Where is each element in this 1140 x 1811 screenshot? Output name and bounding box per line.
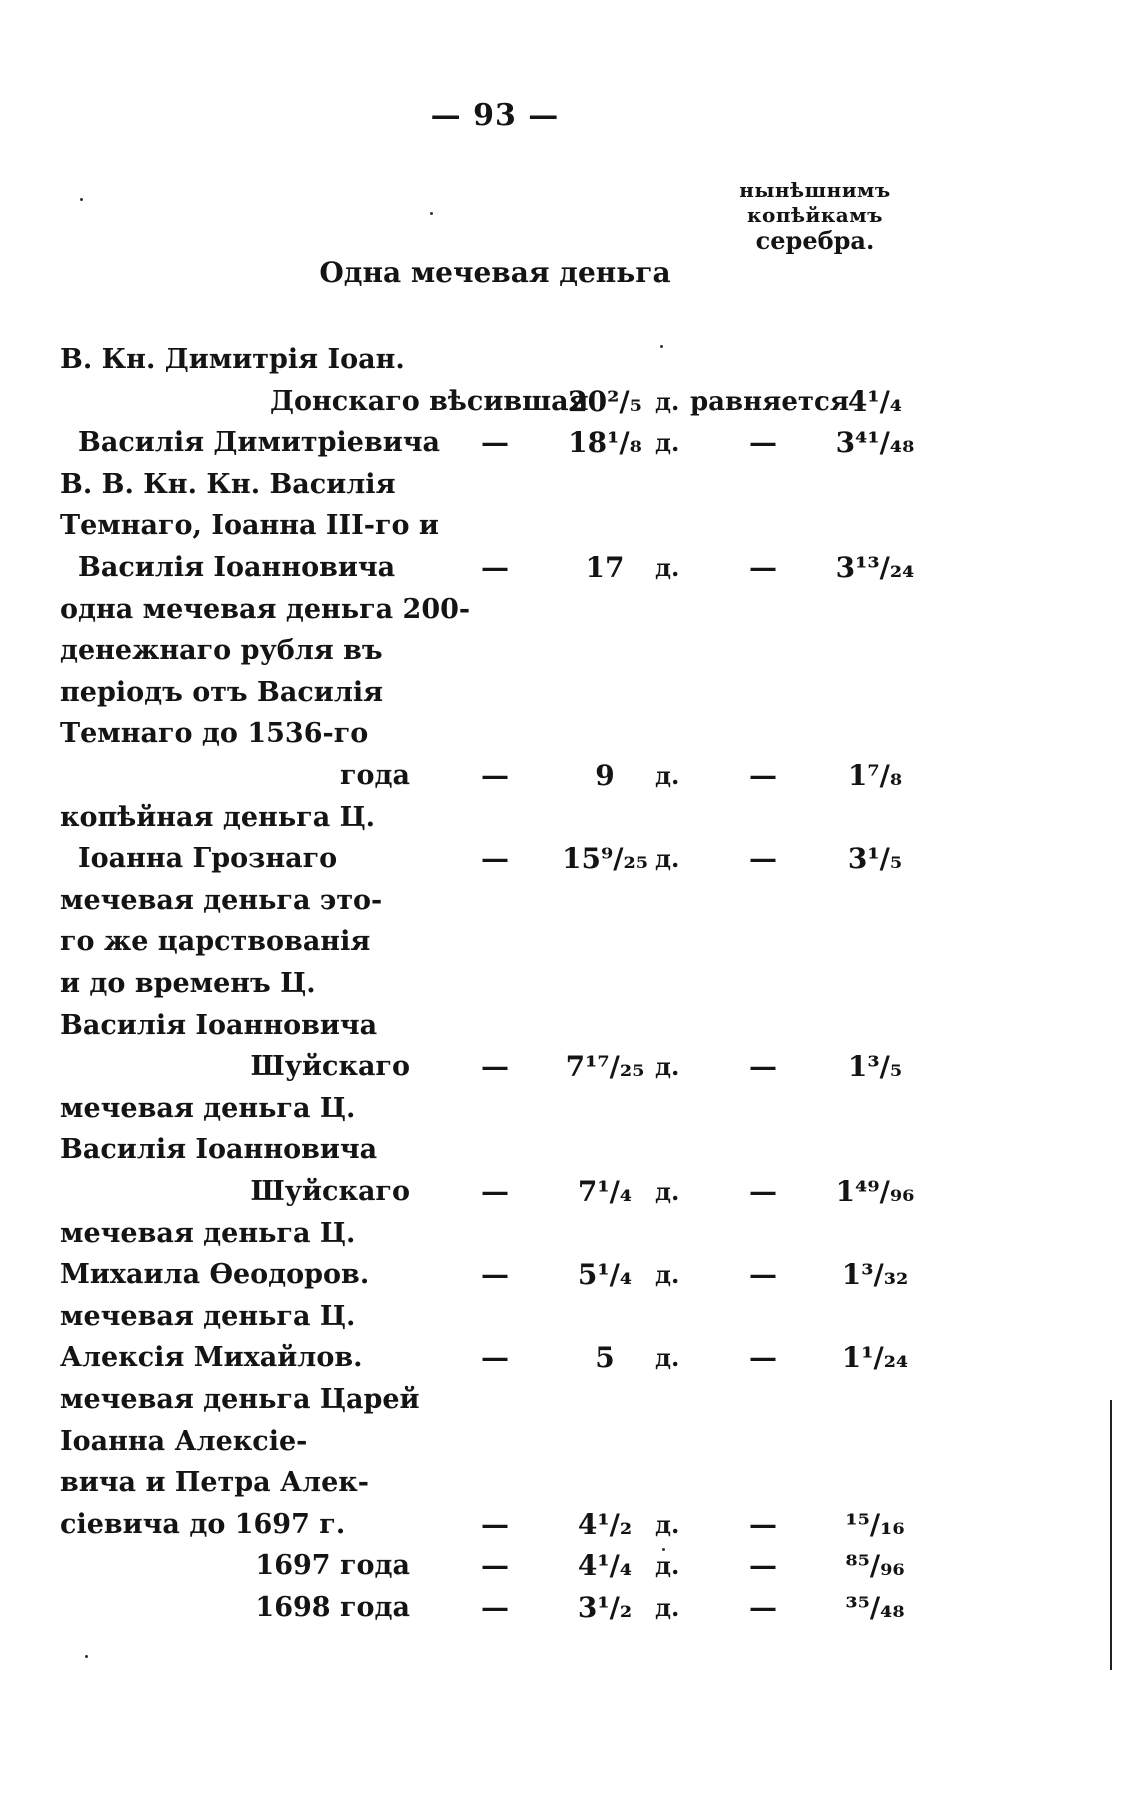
kopeks-value: ⁸⁵/₉₆ bbox=[845, 1549, 905, 1583]
weight-unit: д. bbox=[655, 844, 680, 874]
row-label: 1697 года bbox=[255, 1550, 410, 1582]
table-row bbox=[0, 1214, 1140, 1254]
page-number: — 93 — bbox=[430, 98, 560, 133]
table-row bbox=[0, 1463, 1140, 1503]
row-label: В. В. Кн. Кн. Василія bbox=[60, 468, 396, 500]
kopeks-value: ¹⁵/₁₆ bbox=[845, 1507, 905, 1541]
table-row bbox=[0, 423, 1140, 463]
weight-value: 18¹/₈ bbox=[568, 426, 642, 460]
row-label: го же царствованія bbox=[60, 926, 371, 958]
dash: — bbox=[749, 1591, 777, 1624]
print-speck bbox=[430, 212, 433, 215]
row-label: Михаила Ѳеодоров. bbox=[60, 1259, 370, 1291]
table-row bbox=[0, 714, 1140, 754]
weight-value: 20²/₅ bbox=[568, 384, 642, 418]
table-row bbox=[0, 1006, 1140, 1046]
row-label: года bbox=[339, 760, 410, 791]
weight-unit: д. bbox=[655, 1509, 680, 1539]
dash: — bbox=[481, 1050, 509, 1084]
row-label: мечевая деньга это- bbox=[60, 884, 383, 916]
row-label: и до временъ Ц. bbox=[60, 968, 316, 999]
row-label: одна мечевая деньга 200- bbox=[60, 593, 471, 625]
weight-value: 4¹/₄ bbox=[577, 1549, 633, 1583]
table-row bbox=[0, 382, 1140, 422]
dash: — bbox=[749, 1549, 777, 1583]
weight-value: 5 bbox=[595, 1341, 615, 1375]
kopeks-value: ³⁵/₄₈ bbox=[845, 1591, 905, 1624]
dash: — bbox=[749, 1050, 777, 1084]
dash: — bbox=[749, 1507, 777, 1541]
table-title: Одна мечевая деньга bbox=[319, 256, 671, 289]
row-label: Василія Іоанновича bbox=[60, 1009, 378, 1041]
print-speck bbox=[660, 345, 663, 348]
kopeks-value: 3⁴¹/₄₈ bbox=[835, 426, 915, 460]
table-row bbox=[0, 1047, 1140, 1087]
kopeks-value: 1³/₅ bbox=[847, 1050, 903, 1084]
row-label: 1698 года bbox=[255, 1592, 410, 1623]
table-row bbox=[0, 1422, 1140, 1462]
column-header bbox=[700, 178, 930, 253]
row-label: вича и Петра Алек- bbox=[60, 1467, 369, 1499]
row-label: мечевая деньга Ц. bbox=[60, 1092, 356, 1124]
dash: — bbox=[481, 1549, 509, 1583]
table-row bbox=[0, 548, 1140, 588]
weight-value: 7¹/₄ bbox=[577, 1175, 633, 1208]
row-label: Василія Димитріевича bbox=[78, 427, 441, 459]
dash: — bbox=[749, 426, 777, 460]
kopeks-value: 1¹/₂₄ bbox=[841, 1341, 909, 1375]
table-row bbox=[0, 1588, 1140, 1628]
weight-value: 17 bbox=[585, 551, 625, 584]
row-label: Темнаго, Іоанна III-го и bbox=[60, 510, 439, 542]
kopeks-value: 1⁴⁹/₉₆ bbox=[835, 1175, 915, 1208]
row-label: періодъ отъ Василія bbox=[60, 676, 384, 708]
weight-unit: д. bbox=[655, 1593, 680, 1622]
row-label: сіевича до 1697 г. bbox=[60, 1508, 346, 1540]
weight-value: 15⁹/₂₅ bbox=[562, 842, 648, 876]
weight-value: 4¹/₂ bbox=[577, 1507, 633, 1541]
row-label: мечевая деньга Царей bbox=[60, 1384, 420, 1415]
table-row bbox=[0, 340, 1140, 380]
dash: — bbox=[749, 759, 777, 792]
dash: — bbox=[749, 842, 777, 876]
weight-unit: д. bbox=[655, 761, 680, 790]
column-header-line-2: копѣйкамъ bbox=[747, 203, 883, 227]
row-label: мечевая деньга Ц. bbox=[60, 1300, 356, 1332]
dash: — bbox=[481, 1591, 509, 1624]
row-label: Шуйскаго bbox=[250, 1176, 410, 1207]
row-label: Василія Іоанновича bbox=[78, 552, 396, 583]
table-row bbox=[0, 1297, 1140, 1337]
row-label: копѣйная деньга Ц. bbox=[60, 801, 376, 833]
row-label: Шуйскаго bbox=[250, 1051, 410, 1083]
weight-unit: д. bbox=[655, 1551, 680, 1581]
print-speck bbox=[662, 1548, 665, 1551]
weight-unit: д. bbox=[655, 386, 680, 416]
weight-value: 9 bbox=[595, 759, 615, 792]
weight-unit: д. bbox=[655, 1343, 680, 1373]
table-row bbox=[0, 506, 1140, 546]
row-label: денежнаго рубля въ bbox=[60, 635, 383, 667]
row-label: Алексія Михайлов. bbox=[60, 1342, 363, 1374]
table-row bbox=[0, 673, 1140, 713]
dash: — bbox=[481, 1507, 509, 1541]
kopeks-value: 1⁷/₈ bbox=[847, 759, 903, 792]
row-label: Іоанна Алексіе- bbox=[60, 1425, 308, 1457]
weight-unit: д. bbox=[655, 1177, 680, 1206]
dash: — bbox=[481, 1341, 509, 1375]
dash: — bbox=[749, 1175, 777, 1208]
dash: — bbox=[481, 426, 509, 460]
column-header-line-1: нынѣшнимъ bbox=[739, 178, 891, 202]
table-row bbox=[0, 1255, 1140, 1295]
dash: — bbox=[749, 551, 777, 584]
weight-unit: д. bbox=[655, 1052, 680, 1082]
table-row bbox=[0, 1172, 1140, 1212]
table-row bbox=[0, 964, 1140, 1004]
dash: — bbox=[481, 1258, 509, 1292]
dash: — bbox=[481, 1175, 509, 1208]
table-row bbox=[0, 1505, 1140, 1545]
table-row bbox=[0, 631, 1140, 671]
table-row bbox=[0, 1546, 1140, 1586]
weight-value: 5¹/₄ bbox=[577, 1258, 633, 1292]
table-row bbox=[0, 590, 1140, 630]
dash: — bbox=[749, 1341, 777, 1375]
page-edge-rule bbox=[1110, 1400, 1112, 1670]
weight-unit: д. bbox=[655, 1260, 680, 1290]
weight-value: 3¹/₂ bbox=[577, 1591, 633, 1624]
dash: — bbox=[481, 759, 509, 792]
dash: — bbox=[749, 1258, 777, 1292]
kopeks-value: 4¹/₄ bbox=[847, 384, 903, 418]
table-row bbox=[0, 756, 1140, 796]
row-label: Василія Іоанновича bbox=[60, 1134, 378, 1166]
weight-unit: д. bbox=[655, 553, 680, 582]
table-row bbox=[0, 922, 1140, 962]
column-header-line-3: серебра. bbox=[755, 226, 875, 255]
print-speck bbox=[85, 1655, 88, 1658]
weight-unit: д. bbox=[655, 428, 680, 458]
dash: — bbox=[481, 842, 509, 876]
weight-value: 7¹⁷/₂₅ bbox=[565, 1050, 645, 1084]
table-row bbox=[0, 798, 1140, 838]
table-row bbox=[0, 1130, 1140, 1170]
print-speck bbox=[80, 198, 83, 201]
table-row bbox=[0, 465, 1140, 505]
table-row bbox=[0, 839, 1140, 879]
table-row bbox=[0, 1338, 1140, 1378]
row-label: Темнаго до 1536-го bbox=[60, 718, 369, 750]
table-row bbox=[0, 1380, 1140, 1420]
kopeks-value: 1³/₃₂ bbox=[841, 1258, 909, 1292]
table-row bbox=[0, 881, 1140, 921]
row-label: Іоанна Грознаго bbox=[78, 843, 338, 875]
dash: равняется bbox=[690, 386, 850, 417]
kopeks-value: 3¹³/₂₄ bbox=[835, 551, 915, 584]
row-label: мечевая деньга Ц. bbox=[60, 1217, 356, 1249]
row-label: Донскаго вѣсившая bbox=[270, 385, 589, 417]
table-row bbox=[0, 1089, 1140, 1129]
dash: — bbox=[481, 551, 509, 584]
kopeks-value: 3¹/₅ bbox=[847, 842, 903, 876]
row-label: В. Кн. Димитрія Іоан. bbox=[60, 344, 405, 375]
